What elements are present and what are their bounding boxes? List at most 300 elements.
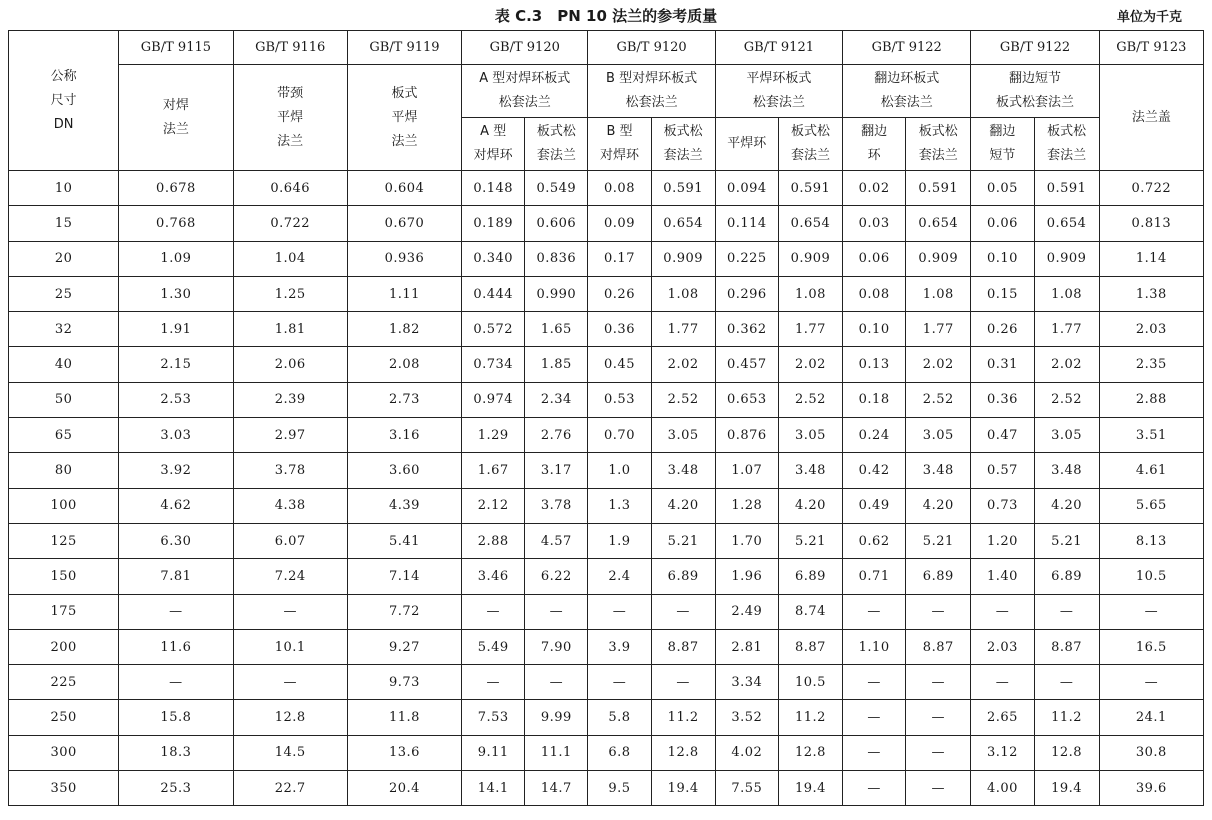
type-label-line: 翻边短节 [1009, 71, 1062, 86]
table-row [9, 453, 1204, 488]
type-label-line: 法兰 [391, 133, 418, 149]
mass-cell: 3.48 [906, 453, 971, 488]
mass-cell: 0.57 [971, 453, 1034, 488]
mass-cell: 11.6 [119, 629, 233, 664]
mass-cell: 24.1 [1099, 700, 1203, 735]
mass-cell: 3.34 [715, 665, 778, 700]
type-label-line: B 型对焊环板式 [606, 71, 698, 86]
mass-cell: 0.70 [588, 418, 651, 453]
type-label-line: 平焊 [277, 109, 304, 125]
mass-cell: 0.15 [971, 276, 1034, 311]
mass-cell: 8.13 [1099, 523, 1203, 558]
mass-cell: 0.10 [971, 241, 1034, 276]
mass-cell: — [843, 700, 906, 735]
table-row [9, 735, 1204, 770]
mass-cell: 5.21 [906, 523, 971, 558]
mass-cell: 2.73 [347, 382, 461, 417]
sub-flat-ring [715, 118, 778, 171]
dn-cell: 125 [9, 523, 119, 558]
mass-cell: 0.49 [843, 488, 906, 523]
mass-cell: 1.77 [1034, 312, 1099, 347]
mass-cell: 3.78 [233, 453, 347, 488]
mass-cell: 10.1 [233, 629, 347, 664]
sub-label-line: 套法兰 [1047, 148, 1087, 163]
type-label-line: 法兰 [162, 121, 189, 137]
sub-stub-end [971, 118, 1034, 171]
dn-cell: 80 [9, 453, 119, 488]
dn-cell: 20 [9, 241, 119, 276]
mass-cell: 7.81 [119, 559, 233, 594]
table-body [9, 171, 1204, 806]
mass-cell: — [906, 735, 971, 770]
type-plate-slip-on-flange [347, 65, 461, 171]
type-label-line: 翻边环板式 [874, 71, 940, 86]
mass-cell: — [906, 700, 971, 735]
unit-label: 单位为千克 [1116, 10, 1182, 25]
dn-cell: 200 [9, 629, 119, 664]
sub-label-line: 对焊环 [599, 148, 639, 163]
mass-cell: 2.52 [651, 382, 715, 417]
mass-cell: 1.08 [1034, 276, 1099, 311]
mass-cell: 19.4 [1034, 771, 1099, 806]
mass-cell: 1.96 [715, 559, 778, 594]
mass-cell: — [843, 735, 906, 770]
mass-cell: 0.17 [588, 241, 651, 276]
mass-cell: 19.4 [651, 771, 715, 806]
mass-cell: 3.78 [525, 488, 588, 523]
mass-cell: 1.28 [715, 488, 778, 523]
mass-cell: 22.7 [233, 771, 347, 806]
mass-cell: 12.8 [651, 735, 715, 770]
table-row [9, 206, 1204, 241]
type-label-line: 松套法兰 [880, 95, 933, 110]
mass-cell: 0.362 [715, 312, 778, 347]
mass-cell: 12.8 [233, 700, 347, 735]
sub-flat-loose-flange [778, 118, 842, 171]
mass-cell: 14.5 [233, 735, 347, 770]
mass-cell: 8.87 [778, 629, 842, 664]
mass-cell: 10.5 [778, 665, 842, 700]
mass-cell: 0.678 [119, 171, 233, 206]
mass-cell: 0.02 [843, 171, 906, 206]
mass-cell: 0.18 [843, 382, 906, 417]
sub-label-line: 套法兰 [663, 148, 703, 163]
mass-cell: 4.38 [233, 488, 347, 523]
table-row [9, 418, 1204, 453]
mass-cell: 1.9 [588, 523, 651, 558]
mass-cell: 0.604 [347, 171, 461, 206]
mass-cell: 20.4 [347, 771, 461, 806]
mass-cell: 0.62 [843, 523, 906, 558]
mass-cell: 3.48 [1034, 453, 1099, 488]
table-title: 表 C.3 PN 10 法兰的参考质量 [494, 7, 718, 25]
mass-cell: 6.8 [588, 735, 651, 770]
mass-cell: 1.38 [1099, 276, 1203, 311]
mass-cell: 9.73 [347, 665, 461, 700]
sub-a-weld-ring [462, 118, 525, 171]
mass-cell: 16.5 [1099, 629, 1203, 664]
mass-cell: 12.8 [778, 735, 842, 770]
mass-cell: 0.909 [906, 241, 971, 276]
sub-label-line: 板式松 [663, 124, 703, 139]
mass-cell: 4.62 [119, 488, 233, 523]
mass-cell: 10.5 [1099, 559, 1203, 594]
dn-header-line: 尺寸 [50, 92, 77, 108]
mass-cell: 2.12 [462, 488, 525, 523]
mass-cell: 5.21 [651, 523, 715, 558]
mass-cell: 14.1 [462, 771, 525, 806]
mass-cell: 0.45 [588, 347, 651, 382]
mass-cell: 3.16 [347, 418, 461, 453]
mass-cell: 9.5 [588, 771, 651, 806]
standard-gb9122-b: GB/T 9122 [971, 31, 1099, 65]
type-a-weld-ring-loose-flange [462, 65, 588, 118]
mass-cell: 0.06 [971, 206, 1034, 241]
mass-cell: 11.2 [778, 700, 842, 735]
mass-cell: 39.6 [1099, 771, 1203, 806]
mass-cell: 2.4 [588, 559, 651, 594]
sub-label-line: 板式松 [918, 124, 958, 139]
table-row [9, 312, 1204, 347]
dn-cell: 10 [9, 171, 119, 206]
mass-cell: 0.10 [843, 312, 906, 347]
mass-cell: 1.85 [525, 347, 588, 382]
standard-gb9116: GB/T 9116 [233, 31, 347, 65]
standard-gb9122-a: GB/T 9122 [843, 31, 971, 65]
mass-cell: 4.61 [1099, 453, 1203, 488]
mass-cell: 0.654 [906, 206, 971, 241]
mass-cell: 1.81 [233, 312, 347, 347]
mass-cell: 3.51 [1099, 418, 1203, 453]
standard-gb9121: GB/T 9121 [715, 31, 842, 65]
type-label-line: 平焊环板式 [746, 71, 812, 86]
sub-label-line: 环 [867, 148, 881, 163]
dn-header-line: 公称 [50, 68, 77, 84]
mass-cell: 0.572 [462, 312, 525, 347]
mass-cell: 3.17 [525, 453, 588, 488]
mass-cell: 0.722 [1099, 171, 1203, 206]
mass-cell: 3.05 [778, 418, 842, 453]
type-label-line: 带颈 [277, 85, 304, 101]
mass-cell: 1.08 [651, 276, 715, 311]
mass-cell: 0.734 [462, 347, 525, 382]
mass-cell: 0.73 [971, 488, 1034, 523]
mass-cell: 15.8 [119, 700, 233, 735]
mass-cell: 2.02 [906, 347, 971, 382]
mass-cell: 0.06 [843, 241, 906, 276]
mass-cell: 2.53 [119, 382, 233, 417]
mass-cell: 9.99 [525, 700, 588, 735]
mass-cell: 1.25 [233, 276, 347, 311]
mass-cell: 2.81 [715, 629, 778, 664]
mass-cell: 1.0 [588, 453, 651, 488]
mass-cell: 18.3 [119, 735, 233, 770]
standard-gb9123: GB/T 9123 [1099, 31, 1203, 65]
mass-cell: 4.20 [651, 488, 715, 523]
mass-cell: 14.7 [525, 771, 588, 806]
mass-cell: 11.8 [347, 700, 461, 735]
mass-cell: 3.05 [651, 418, 715, 453]
table-row [9, 771, 1204, 806]
mass-cell: 2.76 [525, 418, 588, 453]
table-row [9, 523, 1204, 558]
mass-cell: — [588, 594, 651, 629]
mass-cell: 1.14 [1099, 241, 1203, 276]
mass-cell: 2.03 [1099, 312, 1203, 347]
mass-cell: 4.20 [906, 488, 971, 523]
dn-cell: 15 [9, 206, 119, 241]
sub-label-line: 套法兰 [790, 148, 830, 163]
mass-cell: 0.53 [588, 382, 651, 417]
type-hubbed-slip-on-flange [233, 65, 347, 171]
sub-b-weld-ring [588, 118, 651, 171]
mass-cell: 0.225 [715, 241, 778, 276]
mass-cell: 0.909 [1034, 241, 1099, 276]
sub-label-line: B 型 [606, 124, 633, 139]
mass-cell: 1.09 [119, 241, 233, 276]
type-stub-end-loose-flange [971, 65, 1099, 118]
mass-cell: 1.77 [651, 312, 715, 347]
mass-cell: 6.89 [778, 559, 842, 594]
mass-cell: 0.974 [462, 382, 525, 417]
mass-cell: — [843, 594, 906, 629]
mass-cell: — [119, 594, 233, 629]
mass-cell: — [233, 665, 347, 700]
table-row [9, 276, 1204, 311]
mass-cell: — [525, 594, 588, 629]
table-row [9, 382, 1204, 417]
sub-lapped-loose-flange [906, 118, 971, 171]
mass-cell: 0.591 [906, 171, 971, 206]
mass-cell: 0.813 [1099, 206, 1203, 241]
mass-cell: — [906, 771, 971, 806]
mass-cell: 0.654 [1034, 206, 1099, 241]
mass-cell: 0.08 [843, 276, 906, 311]
mass-cell: 0.340 [462, 241, 525, 276]
type-label-line: 松套法兰 [625, 95, 678, 110]
type-flat-ring-loose-flange [715, 65, 842, 118]
mass-cell: 9.27 [347, 629, 461, 664]
mass-cell: 5.65 [1099, 488, 1203, 523]
mass-cell: 2.02 [1034, 347, 1099, 382]
type-label-line: A 型对焊环板式 [479, 71, 571, 86]
mass-cell: 6.22 [525, 559, 588, 594]
sub-lapped-ring [843, 118, 906, 171]
dn-cell: 175 [9, 594, 119, 629]
dn-header [9, 31, 119, 171]
mass-cell: 0.03 [843, 206, 906, 241]
mass-cell: — [525, 665, 588, 700]
mass-cell: 0.549 [525, 171, 588, 206]
mass-cell: 9.11 [462, 735, 525, 770]
mass-cell: 0.24 [843, 418, 906, 453]
sub-label-line: 对焊环 [473, 148, 513, 163]
type-label-line: 板式 [391, 85, 418, 101]
mass-cell: 7.90 [525, 629, 588, 664]
mass-cell: 2.52 [906, 382, 971, 417]
flange-mass-table [8, 30, 1204, 806]
mass-cell: 2.34 [525, 382, 588, 417]
sub-a-loose-flange [525, 118, 588, 171]
mass-cell: 0.13 [843, 347, 906, 382]
sub-label-line: 短节 [989, 148, 1016, 163]
mass-cell: 3.05 [906, 418, 971, 453]
sub-b-loose-flange [651, 118, 715, 171]
table-row [9, 488, 1204, 523]
mass-cell: 6.07 [233, 523, 347, 558]
mass-cell: 8.74 [778, 594, 842, 629]
mass-cell: 0.768 [119, 206, 233, 241]
mass-cell: 5.8 [588, 700, 651, 735]
dn-cell: 225 [9, 665, 119, 700]
mass-cell: 3.92 [119, 453, 233, 488]
mass-cell: 2.35 [1099, 347, 1203, 382]
type-label-line: 平焊 [391, 109, 418, 125]
mass-cell: 0.591 [778, 171, 842, 206]
mass-cell: 0.653 [715, 382, 778, 417]
mass-cell: 3.48 [778, 453, 842, 488]
dn-cell: 100 [9, 488, 119, 523]
mass-cell: 0.591 [1034, 171, 1099, 206]
mass-cell: 0.26 [588, 276, 651, 311]
mass-cell: 2.15 [119, 347, 233, 382]
mass-cell: 19.4 [778, 771, 842, 806]
table-row [9, 629, 1204, 664]
type-label-line: 松套法兰 [752, 95, 805, 110]
type-label-line: 板式松套法兰 [996, 95, 1075, 110]
type-lapped-ring-loose-flange [843, 65, 971, 118]
mass-cell: — [1099, 594, 1203, 629]
mass-cell: 1.11 [347, 276, 461, 311]
mass-cell: — [651, 665, 715, 700]
mass-cell: 4.57 [525, 523, 588, 558]
mass-cell: 4.02 [715, 735, 778, 770]
mass-cell: 0.148 [462, 171, 525, 206]
mass-cell: 1.29 [462, 418, 525, 453]
mass-cell: 4.39 [347, 488, 461, 523]
mass-cell: 2.88 [462, 523, 525, 558]
mass-cell: 0.722 [233, 206, 347, 241]
standard-gb9120-b: GB/T 9120 [588, 31, 715, 65]
mass-cell: 4.20 [1034, 488, 1099, 523]
mass-cell: 11.2 [1034, 700, 1099, 735]
mass-cell: 1.08 [778, 276, 842, 311]
mass-cell: 5.21 [778, 523, 842, 558]
sub-label-line: 板式松 [790, 124, 830, 139]
sub-label-line: 翻边 [861, 124, 888, 139]
dn-cell: 150 [9, 559, 119, 594]
mass-cell: 30.8 [1099, 735, 1203, 770]
mass-cell: 8.87 [651, 629, 715, 664]
type-label-line: 对焊 [162, 97, 189, 113]
mass-cell: — [1099, 665, 1203, 700]
table-row [9, 665, 1204, 700]
mass-cell: 0.444 [462, 276, 525, 311]
mass-cell: — [651, 594, 715, 629]
mass-cell: — [462, 665, 525, 700]
mass-cell: 0.591 [651, 171, 715, 206]
mass-cell: 0.654 [778, 206, 842, 241]
mass-cell: 6.89 [651, 559, 715, 594]
mass-cell: 2.06 [233, 347, 347, 382]
dn-cell: 65 [9, 418, 119, 453]
mass-cell: 12.8 [1034, 735, 1099, 770]
mass-cell: 0.47 [971, 418, 1034, 453]
mass-cell: 0.36 [971, 382, 1034, 417]
mass-cell: — [971, 665, 1034, 700]
dn-cell: 32 [9, 312, 119, 347]
mass-cell: 1.65 [525, 312, 588, 347]
table-row [9, 700, 1204, 735]
mass-cell: — [1034, 665, 1099, 700]
standard-gb9120-a: GB/T 9120 [462, 31, 588, 65]
mass-cell: 0.26 [971, 312, 1034, 347]
type-label-line: 松套法兰 [498, 95, 551, 110]
mass-cell: 4.20 [778, 488, 842, 523]
mass-cell: 0.909 [651, 241, 715, 276]
dn-cell: 350 [9, 771, 119, 806]
mass-cell: 1.77 [906, 312, 971, 347]
sub-label-line: 翻边 [989, 124, 1016, 139]
mass-cell: 4.00 [971, 771, 1034, 806]
sub-stub-loose-flange [1034, 118, 1099, 171]
mass-cell: 11.2 [651, 700, 715, 735]
sub-label-line: 板式松 [536, 124, 576, 139]
mass-cell: 1.40 [971, 559, 1034, 594]
mass-cell: 0.990 [525, 276, 588, 311]
mass-cell: 1.07 [715, 453, 778, 488]
mass-cell: 0.909 [778, 241, 842, 276]
mass-cell: 1.20 [971, 523, 1034, 558]
type-label-line: 法兰 [277, 133, 304, 149]
mass-cell: 0.646 [233, 171, 347, 206]
mass-cell: 0.296 [715, 276, 778, 311]
mass-cell: 7.53 [462, 700, 525, 735]
mass-cell: 0.36 [588, 312, 651, 347]
mass-cell: 0.08 [588, 171, 651, 206]
sub-label-line: 板式松 [1047, 124, 1087, 139]
mass-cell: 2.02 [651, 347, 715, 382]
mass-cell: 2.97 [233, 418, 347, 453]
mass-cell: 2.52 [1034, 382, 1099, 417]
mass-cell: 1.82 [347, 312, 461, 347]
sub-label-line: 套法兰 [536, 148, 576, 163]
mass-cell: 5.41 [347, 523, 461, 558]
mass-cell: 3.03 [119, 418, 233, 453]
dn-cell: 300 [9, 735, 119, 770]
mass-cell: 0.189 [462, 206, 525, 241]
mass-cell: 2.49 [715, 594, 778, 629]
mass-cell: 2.39 [233, 382, 347, 417]
dn-header-line: DN [53, 116, 74, 132]
mass-cell: 1.10 [843, 629, 906, 664]
mass-cell: 8.87 [906, 629, 971, 664]
mass-cell: — [906, 594, 971, 629]
mass-cell: — [119, 665, 233, 700]
mass-cell: 0.606 [525, 206, 588, 241]
table-row [9, 241, 1204, 276]
mass-cell: 1.3 [588, 488, 651, 523]
mass-cell: 7.72 [347, 594, 461, 629]
mass-cell: 3.9 [588, 629, 651, 664]
mass-cell: 0.05 [971, 171, 1034, 206]
mass-cell: 0.654 [651, 206, 715, 241]
type-weld-neck-flange [119, 65, 233, 171]
mass-cell: 11.1 [525, 735, 588, 770]
mass-cell: 1.70 [715, 523, 778, 558]
dn-cell: 50 [9, 382, 119, 417]
mass-cell: 3.48 [651, 453, 715, 488]
